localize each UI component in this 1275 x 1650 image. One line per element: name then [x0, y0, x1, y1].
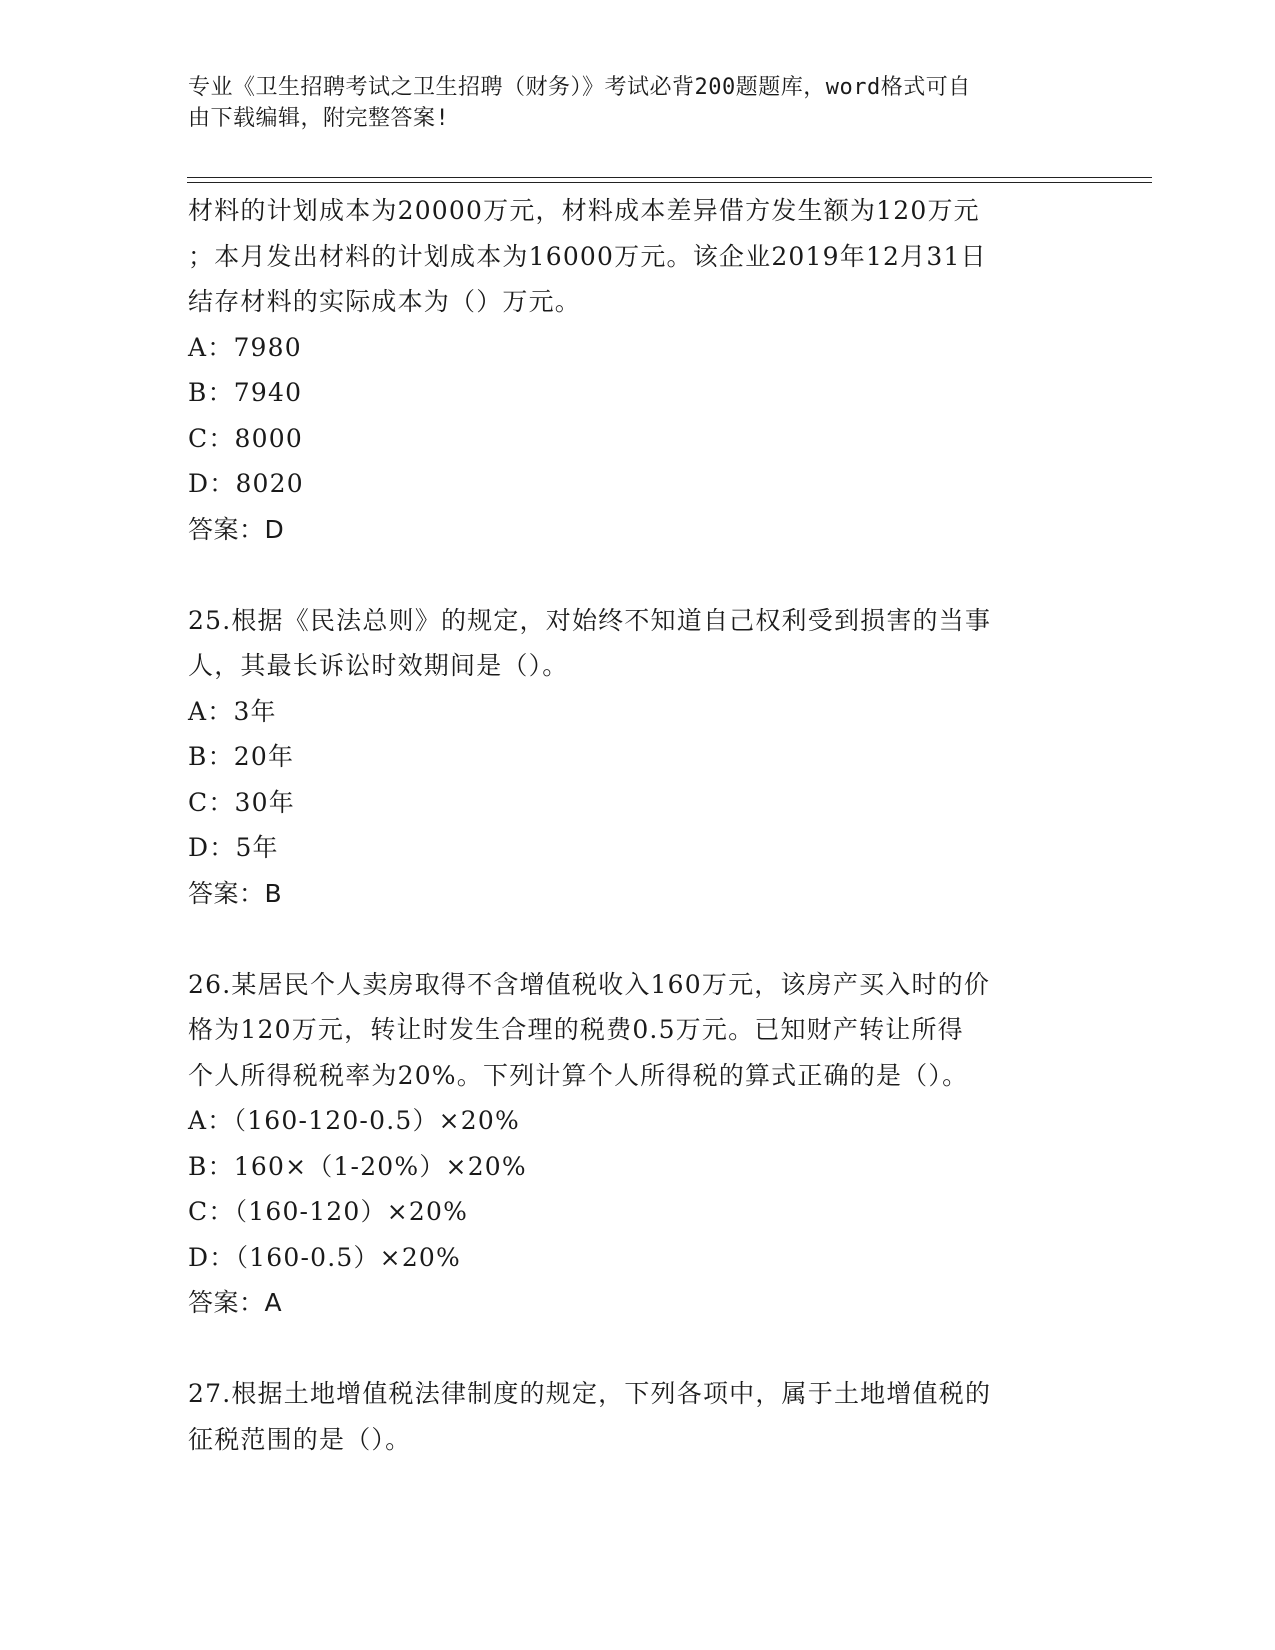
option-a: A：（160-120-0.5）×20% — [188, 1106, 520, 1135]
question-24 — [188, 188, 1088, 552]
question-25 — [188, 598, 1088, 917]
option-b: B：20年 — [188, 742, 295, 771]
option-b: B：7940 — [188, 378, 303, 407]
question-text-line: 27.根据土地增值税法律制度的规定，下列各项中，属于土地增值税的 — [188, 1379, 992, 1408]
header-line-2: 由下载编辑，附完整答案! — [188, 106, 450, 131]
option-b: B：160×（1-20%）×20% — [188, 1151, 527, 1181]
question-text-line: 25.根据《民法总则》的规定，对始终不知道自己权利受到损害的当事 — [188, 605, 992, 635]
question-text-line: 格为120万元，转让时发生合理的税费0.5万元。已知财产转让所得 — [188, 1015, 964, 1044]
question-26 — [188, 962, 1088, 1326]
option-d: D：8020 — [188, 469, 304, 498]
question-text-line: 材料的计划成本为20000万元，材料成本差异借方发生额为120万元 — [188, 196, 980, 225]
header-line-1: 专业《卫生招聘考试之卫生招聘（财务）》考试必背200题题库，word格式可自 — [188, 75, 971, 100]
question-text-line: 结存材料的实际成本为（）万元。 — [188, 287, 582, 316]
document-header — [188, 72, 1068, 134]
answer-label: 答案：B — [188, 878, 283, 908]
option-d: D：5年 — [188, 833, 279, 862]
answer-label: 答案：A — [188, 1288, 283, 1317]
question-text-line: 个人所得税税率为20%。下列计算个人所得税的算式正确的是（）。 — [188, 1060, 969, 1090]
document-body — [188, 188, 1088, 1462]
option-c: C：（160-120）×20% — [188, 1197, 469, 1226]
option-c: C：30年 — [188, 787, 295, 817]
option-a: A：3年 — [188, 696, 277, 726]
option-a: A：7980 — [188, 332, 302, 362]
question-27 — [188, 1371, 1088, 1462]
header-divider-top — [187, 177, 1152, 178]
answer-label: 答案：D — [188, 514, 285, 544]
question-text-line: ；本月发出材料的计划成本为16000万元。该企业2019年12月31日 — [188, 241, 987, 271]
question-text-line: 征税范围的是（）。 — [188, 1424, 412, 1454]
option-d: D：（160-0.5）×20% — [188, 1242, 461, 1272]
question-text-line: 人，其最长诉讼时效期间是（）。 — [188, 651, 569, 680]
option-c: C：8000 — [188, 423, 303, 453]
question-text-line: 26.某居民个人卖房取得不含增值税收入160万元，该房产买入时的价 — [188, 969, 991, 999]
header-divider-bottom — [187, 182, 1152, 183]
